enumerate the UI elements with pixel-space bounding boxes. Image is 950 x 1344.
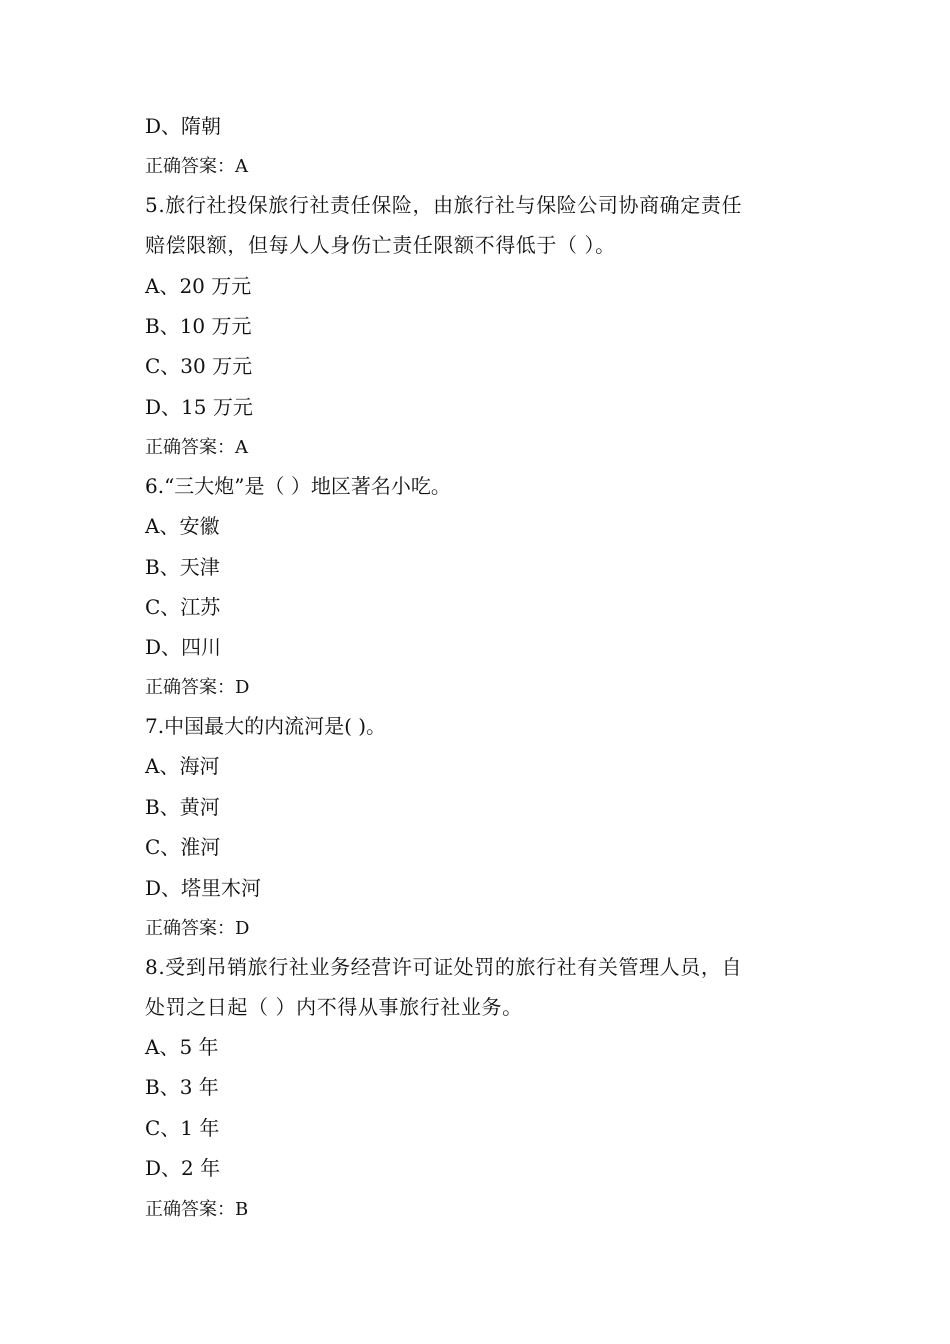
option-d-q5: D、15 万元 xyxy=(145,395,253,419)
option-c-q8: C、1 年 xyxy=(145,1116,220,1140)
option-d-q4: D、隋朝 xyxy=(145,114,222,138)
option-a-q8: A、5 年 xyxy=(145,1035,219,1059)
option-c-q6: C、江苏 xyxy=(145,595,221,619)
answer-q7: 正确答案：D xyxy=(145,918,250,939)
answer-q5: 正确答案：A xyxy=(145,437,248,458)
option-d-q8: D、2 年 xyxy=(145,1156,221,1180)
option-a-q5: A、20 万元 xyxy=(145,274,252,298)
option-b-q5: B、10 万元 xyxy=(145,314,252,338)
option-d-q7: D、塔里木河 xyxy=(145,876,262,900)
option-b-q7: B、黄河 xyxy=(145,795,220,819)
answer-q4: 正确答案：A xyxy=(145,156,248,177)
option-b-q8: B、3 年 xyxy=(145,1075,219,1099)
answer-q6: 正确答案：D xyxy=(145,677,250,698)
question-5-line-2: 赔偿限额，但每人人身伤亡责任限额不得低于（ ）。 xyxy=(145,233,616,257)
option-a-q7: A、海河 xyxy=(145,754,220,778)
option-c-q5: C、30 万元 xyxy=(145,354,253,378)
question-5-line-1: 5.旅行社投保旅行社责任保险，由旅行社与保险公司协商确定责任 xyxy=(145,193,743,217)
question-8-line-1: 8.受到吊销旅行社业务经营许可证处罚的旅行社有关管理人员，自 xyxy=(145,955,743,979)
option-d-q6: D、四川 xyxy=(145,635,222,659)
option-b-q6: B、天津 xyxy=(145,555,220,579)
question-6: 6.“三大炮”是（ ）地区著名小吃。 xyxy=(145,474,451,498)
option-a-q6: A、安徽 xyxy=(145,514,220,538)
option-c-q7: C、淮河 xyxy=(145,835,221,859)
question-7: 7.中国最大的内流河是( )。 xyxy=(145,714,387,738)
question-8-line-2: 处罚之日起（ ）内不得从事旅行社业务。 xyxy=(145,995,523,1019)
answer-q8: 正确答案：B xyxy=(145,1199,249,1220)
